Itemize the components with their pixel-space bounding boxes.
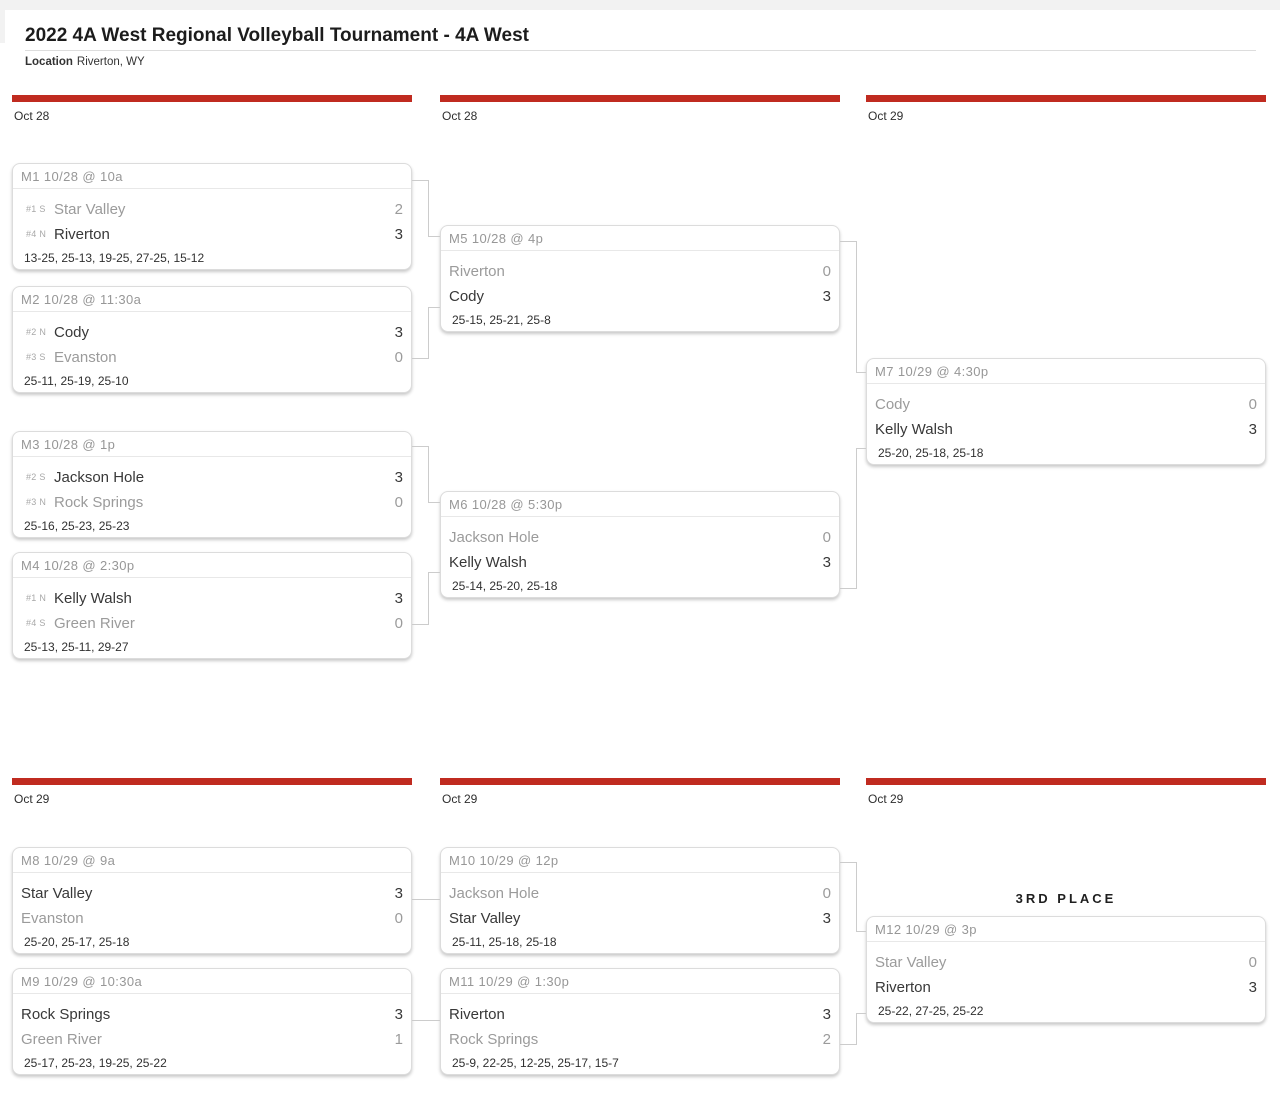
date-label: Oct 28	[442, 109, 478, 123]
team-row	[21, 345, 403, 370]
bracket-connector	[840, 862, 857, 932]
team-score: 0	[1248, 396, 1257, 413]
team-name: Rock Springs	[21, 1006, 111, 1023]
match-card-m7	[866, 358, 1266, 465]
team-name: Jackson Hole	[449, 885, 540, 902]
team-name: Jackson Hole	[449, 529, 540, 546]
match-card-m2	[12, 286, 412, 393]
team-row	[449, 1027, 831, 1052]
team-name: Riverton	[875, 979, 931, 996]
date-bar	[440, 778, 840, 785]
date-label: Oct 29	[14, 792, 50, 806]
team-score: 3	[394, 226, 403, 243]
team-seed: #1 N	[26, 593, 47, 603]
set-scores: 25-17, 25-23, 19-25, 25-22	[24, 1056, 167, 1070]
team-row	[875, 950, 1257, 975]
team-name: Green River	[54, 615, 135, 632]
team-name: Rock Springs	[449, 1031, 539, 1048]
team-seed: #4 N	[26, 229, 47, 239]
match-card-m3	[12, 431, 412, 538]
bracket-connector	[428, 236, 440, 237]
date-label: Oct 29	[868, 792, 904, 806]
location-label: Location	[25, 56, 73, 68]
bracket-connector	[412, 446, 429, 503]
team-seed: #3 S	[26, 352, 46, 362]
location-value: Riverton, WY	[76, 56, 145, 68]
team-name: Kelly Walsh	[449, 554, 527, 571]
team-name: Kelly Walsh	[54, 590, 132, 607]
bracket-connector	[856, 1013, 866, 1014]
date-label: Oct 29	[442, 792, 478, 806]
team-score: 0	[822, 885, 831, 902]
bracket-connector	[840, 448, 857, 589]
match-header: M1 10/28 @ 10a	[13, 164, 411, 189]
team-score: 3	[394, 469, 403, 486]
bracket-connector	[840, 1013, 857, 1045]
team-row	[21, 881, 403, 906]
team-name: Evanston	[21, 910, 84, 927]
match-card-m6	[440, 491, 840, 598]
team-name: Cody	[449, 288, 485, 305]
team-score: 0	[822, 263, 831, 280]
set-scores: 25-15, 25-21, 25-8	[452, 313, 551, 327]
team-row	[21, 1027, 403, 1052]
date-label: Oct 29	[868, 109, 904, 123]
team-name: Riverton	[449, 1006, 505, 1023]
team-name: Star Valley	[449, 910, 521, 927]
team-name: Jackson Hole	[54, 469, 145, 486]
page-title: 2022 4A West Regional Volleyball Tournament - 4A West	[25, 25, 529, 46]
date-bar	[12, 95, 412, 102]
bracket-connector	[412, 899, 440, 900]
team-row	[21, 1002, 403, 1027]
team-name: Cody	[875, 396, 911, 413]
team-row	[21, 586, 403, 611]
date-label: Oct 28	[14, 109, 50, 123]
team-name: Star Valley	[54, 201, 126, 218]
bracket-connector	[856, 372, 866, 373]
bracket-connector	[428, 502, 440, 503]
team-name: Cody	[54, 324, 90, 341]
team-score: 3	[1248, 979, 1257, 996]
match-header: M5 10/28 @ 4p	[441, 226, 839, 251]
team-score: 0	[1248, 954, 1257, 971]
match-header: M3 10/28 @ 1p	[13, 432, 411, 457]
team-seed: #4 S	[26, 618, 46, 628]
date-bar	[440, 95, 840, 102]
team-name: Kelly Walsh	[875, 421, 953, 438]
set-scores: 25-20, 25-18, 25-18	[878, 446, 984, 460]
bracket-connector	[412, 180, 429, 237]
team-score: 3	[822, 910, 831, 927]
match-card-m10	[440, 847, 840, 954]
team-name: Green River	[21, 1031, 102, 1048]
match-header: M9 10/29 @ 10:30a	[13, 969, 411, 994]
team-score: 0	[394, 910, 403, 927]
bracket-connector	[428, 307, 440, 308]
team-row	[449, 1002, 831, 1027]
match-card-m4	[12, 552, 412, 659]
team-score: 3	[394, 885, 403, 902]
team-row	[449, 525, 831, 550]
date-bar	[12, 778, 412, 785]
match-card-m5	[440, 225, 840, 332]
team-name: Star Valley	[875, 954, 947, 971]
set-scores: 25-11, 25-19, 25-10	[24, 374, 129, 388]
match-card-m8	[12, 847, 412, 954]
bracket-connector	[856, 931, 866, 932]
team-row	[449, 284, 831, 309]
team-row	[449, 550, 831, 575]
team-row	[21, 611, 403, 636]
third-place-label: 3RD PLACE	[1015, 891, 1117, 906]
team-row	[449, 259, 831, 284]
match-header: M12 10/29 @ 3p	[867, 917, 1265, 942]
match-header: M8 10/29 @ 9a	[13, 848, 411, 873]
team-name: Evanston	[54, 349, 117, 366]
team-row	[875, 392, 1257, 417]
team-score: 3	[394, 590, 403, 607]
set-scores: 25-13, 25-11, 29-27	[24, 640, 129, 654]
team-row	[875, 975, 1257, 1000]
bracket-connector	[856, 448, 866, 449]
team-row	[21, 197, 403, 222]
team-score: 3	[822, 288, 831, 305]
team-row	[21, 465, 403, 490]
team-score: 3	[1248, 421, 1257, 438]
bracket-connector	[412, 1020, 440, 1021]
team-seed: #1 S	[26, 204, 46, 214]
team-score: 0	[394, 349, 403, 366]
team-score: 0	[394, 494, 403, 511]
top-edge-strip	[0, 0, 1280, 10]
location-line	[25, 56, 145, 68]
team-score: 3	[394, 324, 403, 341]
team-score: 3	[822, 1006, 831, 1023]
team-name: Riverton	[54, 226, 110, 243]
team-score: 3	[394, 1006, 403, 1023]
bracket-connector	[428, 572, 440, 573]
left-edge-strip	[0, 0, 5, 43]
set-scores: 25-16, 25-23, 25-23	[24, 519, 130, 533]
set-scores: 25-20, 25-17, 25-18	[24, 935, 130, 949]
match-header: M11 10/29 @ 1:30p	[441, 969, 839, 994]
team-row	[21, 906, 403, 931]
date-bar	[866, 778, 1266, 785]
title-divider	[25, 50, 1256, 51]
team-row	[21, 490, 403, 515]
bracket-connector	[412, 572, 429, 625]
team-row	[875, 417, 1257, 442]
team-score: 3	[822, 554, 831, 571]
match-header: M7 10/29 @ 4:30p	[867, 359, 1265, 384]
match-header: M10 10/29 @ 12p	[441, 848, 839, 873]
team-row	[21, 222, 403, 247]
set-scores: 13-25, 25-13, 19-25, 27-25, 15-12	[24, 251, 205, 265]
team-score: 0	[394, 615, 403, 632]
team-row	[449, 906, 831, 931]
set-scores: 25-9, 22-25, 12-25, 25-17, 15-7	[452, 1056, 619, 1070]
team-name: Rock Springs	[54, 494, 144, 511]
team-score: 0	[822, 529, 831, 546]
date-bar	[866, 95, 1266, 102]
match-header: M6 10/28 @ 5:30p	[441, 492, 839, 517]
set-scores: 25-14, 25-20, 25-18	[452, 579, 558, 593]
set-scores: 25-22, 27-25, 25-22	[878, 1004, 984, 1018]
match-card-m12	[866, 916, 1266, 1023]
bracket-connector	[412, 307, 429, 359]
team-row	[21, 320, 403, 345]
match-card-m1	[12, 163, 412, 270]
team-seed: #2 S	[26, 472, 46, 482]
match-header: M2 10/28 @ 11:30a	[13, 287, 411, 312]
team-seed: #2 N	[26, 327, 47, 337]
team-name: Star Valley	[21, 885, 93, 902]
bracket-connector	[840, 241, 857, 373]
set-scores: 25-11, 25-18, 25-18	[452, 935, 557, 949]
team-score: 2	[394, 201, 403, 218]
team-name: Riverton	[449, 263, 505, 280]
team-seed: #3 N	[26, 497, 47, 507]
match-card-m9	[12, 968, 412, 1075]
team-row	[449, 881, 831, 906]
team-score: 1	[394, 1031, 403, 1048]
team-score: 2	[822, 1031, 831, 1048]
match-header: M4 10/28 @ 2:30p	[13, 553, 411, 578]
match-card-m11	[440, 968, 840, 1075]
